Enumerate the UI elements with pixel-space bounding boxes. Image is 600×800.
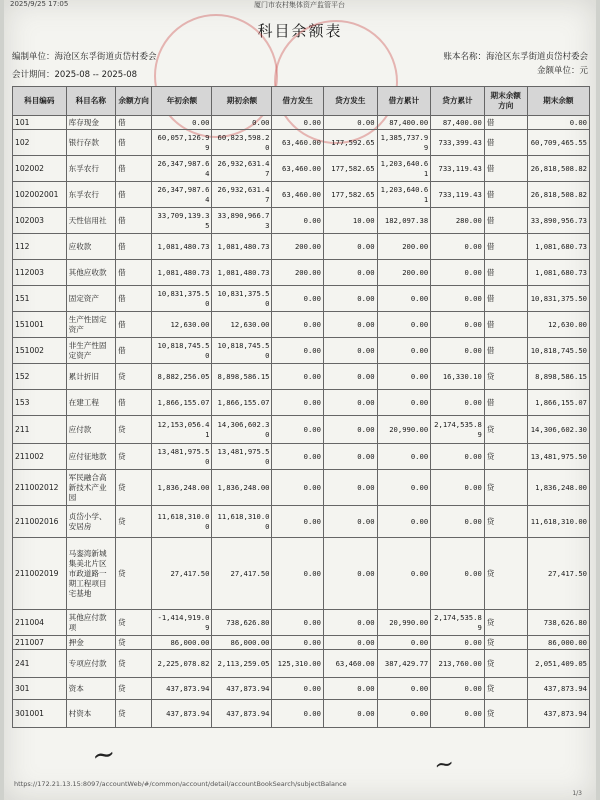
debit-cell: 0.00 bbox=[272, 338, 323, 364]
opening-period-cell: 1,081,480.73 bbox=[212, 234, 272, 260]
debit-cell: 0.00 bbox=[272, 636, 323, 650]
opening-period-cell: 11,618,310.00 bbox=[212, 506, 272, 538]
code-cell: 102002001 bbox=[13, 182, 67, 208]
debit-total-cell: 387,429.77 bbox=[377, 650, 431, 678]
debit-cell: 0.00 bbox=[272, 312, 323, 338]
credit-cell: 0.00 bbox=[323, 286, 377, 312]
closing-direction-cell: 借 bbox=[484, 286, 527, 312]
code-cell: 101 bbox=[13, 116, 67, 130]
debit-total-cell: 0.00 bbox=[377, 506, 431, 538]
debit-total-cell: 0.00 bbox=[377, 700, 431, 728]
closing-direction-cell: 借 bbox=[484, 338, 527, 364]
closing-balance-cell: 86,000.00 bbox=[527, 636, 589, 650]
credit-cell: 63,460.00 bbox=[323, 650, 377, 678]
direction-cell: 借 bbox=[115, 260, 151, 286]
table-row bbox=[13, 364, 590, 390]
table-row bbox=[13, 260, 590, 286]
period-line bbox=[12, 68, 137, 80]
name-cell: 军民融合高新技术产业园 bbox=[66, 470, 115, 506]
table-row bbox=[13, 234, 590, 260]
name-cell: 其他应付款项 bbox=[66, 610, 115, 636]
opening-year-cell: 0.00 bbox=[152, 116, 212, 130]
credit-cell: 0.00 bbox=[323, 678, 377, 700]
opening-period-cell: 33,890,966.73 bbox=[212, 208, 272, 234]
closing-direction-cell: 贷 bbox=[484, 678, 527, 700]
debit-total-cell: 0.00 bbox=[377, 678, 431, 700]
closing-balance-cell: 738,626.80 bbox=[527, 610, 589, 636]
closing-balance-cell: 8,898,586.15 bbox=[527, 364, 589, 390]
compiler-value: 海沧区东孚街道贞岱村委会 bbox=[54, 52, 157, 62]
signature-left: ~ bbox=[89, 736, 118, 773]
balance-table bbox=[12, 86, 590, 728]
closing-direction-cell: 贷 bbox=[484, 416, 527, 444]
closing-balance-cell: 437,873.94 bbox=[527, 700, 589, 728]
code-cell: 112003 bbox=[13, 260, 67, 286]
closing-direction-cell: 借 bbox=[484, 130, 527, 156]
table-row bbox=[13, 678, 590, 700]
opening-period-cell: 0.00 bbox=[212, 116, 272, 130]
credit-total-cell: 0.00 bbox=[431, 286, 485, 312]
column-header: 贷方发生 bbox=[323, 87, 377, 116]
code-cell: 151002 bbox=[13, 338, 67, 364]
debit-cell: 0.00 bbox=[272, 416, 323, 444]
credit-cell: 0.00 bbox=[323, 116, 377, 130]
name-cell: 库存现金 bbox=[66, 116, 115, 130]
debit-total-cell: 20,990.00 bbox=[377, 610, 431, 636]
opening-year-cell: 10,831,375.50 bbox=[152, 286, 212, 312]
debit-total-cell: 0.00 bbox=[377, 364, 431, 390]
debit-cell: 0.00 bbox=[272, 286, 323, 312]
closing-direction-cell: 贷 bbox=[484, 470, 527, 506]
credit-cell: 0.00 bbox=[323, 538, 377, 610]
column-header: 期末余额方向 bbox=[484, 87, 527, 116]
credit-total-cell: 733,119.43 bbox=[431, 156, 485, 182]
signature-right: ~ bbox=[432, 748, 456, 780]
unit-value: 元 bbox=[579, 66, 588, 76]
credit-total-cell: 213,760.00 bbox=[431, 650, 485, 678]
opening-period-cell: 26,932,631.47 bbox=[212, 182, 272, 208]
table-row bbox=[13, 338, 590, 364]
closing-balance-cell: 12,630.00 bbox=[527, 312, 589, 338]
column-header: 贷方累计 bbox=[431, 87, 485, 116]
credit-cell: 0.00 bbox=[323, 338, 377, 364]
platform-name: 厦门市农村集体资产监管平台 bbox=[254, 1, 345, 9]
account-line bbox=[443, 50, 588, 62]
debit-total-cell: 0.00 bbox=[377, 338, 431, 364]
code-cell: 151 bbox=[13, 286, 67, 312]
opening-year-cell: 13,481,975.50 bbox=[152, 444, 212, 470]
credit-cell: 0.00 bbox=[323, 506, 377, 538]
opening-year-cell: 60,057,126.99 bbox=[152, 130, 212, 156]
direction-cell: 借 bbox=[115, 312, 151, 338]
closing-balance-cell: 14,306,602.30 bbox=[527, 416, 589, 444]
code-cell: 152 bbox=[13, 364, 67, 390]
closing-direction-cell: 贷 bbox=[484, 444, 527, 470]
debit-total-cell: 0.00 bbox=[377, 538, 431, 610]
direction-cell: 借 bbox=[115, 338, 151, 364]
opening-period-cell: 60,823,598.20 bbox=[212, 130, 272, 156]
column-header: 科目名称 bbox=[66, 87, 115, 116]
credit-cell: 0.00 bbox=[323, 470, 377, 506]
credit-cell: 0.00 bbox=[323, 234, 377, 260]
name-cell: 押金 bbox=[66, 636, 115, 650]
table-row bbox=[13, 208, 590, 234]
name-cell: 生产性固定资产 bbox=[66, 312, 115, 338]
opening-period-cell: 1,866,155.07 bbox=[212, 390, 272, 416]
credit-cell: 177,582.65 bbox=[323, 182, 377, 208]
debit-total-cell: 0.00 bbox=[377, 470, 431, 506]
table-row bbox=[13, 416, 590, 444]
opening-year-cell: 437,873.94 bbox=[152, 678, 212, 700]
code-cell: 211002 bbox=[13, 444, 67, 470]
name-cell: 天性信用社 bbox=[66, 208, 115, 234]
opening-period-cell: 10,831,375.50 bbox=[212, 286, 272, 312]
debit-total-cell: 200.00 bbox=[377, 260, 431, 286]
name-cell: 银行存款 bbox=[66, 130, 115, 156]
opening-period-cell: 8,898,586.15 bbox=[212, 364, 272, 390]
opening-year-cell: 8,882,256.05 bbox=[152, 364, 212, 390]
closing-direction-cell: 借 bbox=[484, 312, 527, 338]
column-header: 年初余额 bbox=[152, 87, 212, 116]
opening-period-cell: 738,626.80 bbox=[212, 610, 272, 636]
debit-cell: 63,460.00 bbox=[272, 182, 323, 208]
opening-year-cell: 1,081,480.73 bbox=[152, 260, 212, 286]
debit-total-cell: 87,400.00 bbox=[377, 116, 431, 130]
code-cell: 211002019 bbox=[13, 538, 67, 610]
table-row bbox=[13, 130, 590, 156]
debit-cell: 0.00 bbox=[272, 116, 323, 130]
opening-year-cell: 12,630.00 bbox=[152, 312, 212, 338]
opening-year-cell: 26,347,987.64 bbox=[152, 156, 212, 182]
debit-total-cell: 0.00 bbox=[377, 286, 431, 312]
name-cell: 应付征地款 bbox=[66, 444, 115, 470]
code-cell: 301 bbox=[13, 678, 67, 700]
table-row bbox=[13, 156, 590, 182]
opening-year-cell: 11,618,310.00 bbox=[152, 506, 212, 538]
credit-total-cell: 0.00 bbox=[431, 312, 485, 338]
name-cell: 专项应付款 bbox=[66, 650, 115, 678]
code-cell: 112 bbox=[13, 234, 67, 260]
credit-cell: 177,582.65 bbox=[323, 156, 377, 182]
credit-total-cell: 2,174,535.89 bbox=[431, 416, 485, 444]
name-cell: 贞岱小学、安居房 bbox=[66, 506, 115, 538]
name-cell: 其他应收款 bbox=[66, 260, 115, 286]
credit-total-cell: 16,330.10 bbox=[431, 364, 485, 390]
credit-total-cell: 87,400.00 bbox=[431, 116, 485, 130]
debit-cell: 63,460.00 bbox=[272, 156, 323, 182]
table-row bbox=[13, 390, 590, 416]
page-title: 科目余额表 bbox=[257, 22, 343, 40]
direction-cell: 贷 bbox=[115, 444, 151, 470]
account-value: 海沧区东孚街道贞岱村委会 bbox=[485, 52, 588, 62]
document-sheet bbox=[4, 0, 596, 800]
credit-cell: 0.00 bbox=[323, 416, 377, 444]
direction-cell: 借 bbox=[115, 130, 151, 156]
opening-period-cell: 14,306,602.30 bbox=[212, 416, 272, 444]
direction-cell: 贷 bbox=[115, 650, 151, 678]
opening-period-cell: 27,417.50 bbox=[212, 538, 272, 610]
closing-direction-cell: 借 bbox=[484, 116, 527, 130]
table-header-row bbox=[13, 87, 590, 116]
debit-cell: 200.00 bbox=[272, 260, 323, 286]
closing-balance-cell: 437,873.94 bbox=[527, 678, 589, 700]
code-cell: 211007 bbox=[13, 636, 67, 650]
column-header: 借方累计 bbox=[377, 87, 431, 116]
table-row bbox=[13, 116, 590, 130]
direction-cell: 贷 bbox=[115, 636, 151, 650]
closing-direction-cell: 借 bbox=[484, 208, 527, 234]
credit-cell: 0.00 bbox=[323, 260, 377, 286]
debit-total-cell: 20,990.00 bbox=[377, 416, 431, 444]
account-label: 账本名称： bbox=[443, 52, 486, 62]
direction-cell: 贷 bbox=[115, 364, 151, 390]
credit-total-cell: 0.00 bbox=[431, 636, 485, 650]
opening-period-cell: 437,873.94 bbox=[212, 678, 272, 700]
credit-total-cell: 0.00 bbox=[431, 234, 485, 260]
page-number: 1/3 bbox=[572, 790, 582, 797]
credit-cell: 177,592.65 bbox=[323, 130, 377, 156]
debit-total-cell: 200.00 bbox=[377, 234, 431, 260]
credit-total-cell: 0.00 bbox=[431, 700, 485, 728]
debit-cell: 0.00 bbox=[272, 506, 323, 538]
closing-direction-cell: 贷 bbox=[484, 700, 527, 728]
opening-year-cell: 26,347,987.64 bbox=[152, 182, 212, 208]
closing-balance-cell: 1,081,680.73 bbox=[527, 260, 589, 286]
credit-cell: 0.00 bbox=[323, 610, 377, 636]
debit-cell: 0.00 bbox=[272, 538, 323, 610]
direction-cell: 借 bbox=[115, 116, 151, 130]
name-cell: 村资本 bbox=[66, 700, 115, 728]
debit-cell: 0.00 bbox=[272, 444, 323, 470]
name-cell: 东孚农行 bbox=[66, 182, 115, 208]
code-cell: 211002016 bbox=[13, 506, 67, 538]
credit-total-cell: 280.00 bbox=[431, 208, 485, 234]
code-cell: 151001 bbox=[13, 312, 67, 338]
credit-total-cell: 0.00 bbox=[431, 260, 485, 286]
closing-balance-cell: 33,890,956.73 bbox=[527, 208, 589, 234]
debit-cell: 0.00 bbox=[272, 208, 323, 234]
code-cell: 102 bbox=[13, 130, 67, 156]
opening-year-cell: 437,873.94 bbox=[152, 700, 212, 728]
debit-cell: 125,310.00 bbox=[272, 650, 323, 678]
direction-cell: 借 bbox=[115, 208, 151, 234]
opening-year-cell: 1,866,155.07 bbox=[152, 390, 212, 416]
column-header: 期末余额 bbox=[527, 87, 589, 116]
closing-direction-cell: 贷 bbox=[484, 364, 527, 390]
direction-cell: 贷 bbox=[115, 610, 151, 636]
debit-cell: 0.00 bbox=[272, 390, 323, 416]
credit-cell: 0.00 bbox=[323, 444, 377, 470]
direction-cell: 贷 bbox=[115, 700, 151, 728]
closing-balance-cell: 11,618,310.00 bbox=[527, 506, 589, 538]
debit-total-cell: 0.00 bbox=[377, 444, 431, 470]
opening-year-cell: 10,818,745.50 bbox=[152, 338, 212, 364]
debit-cell: 0.00 bbox=[272, 678, 323, 700]
closing-direction-cell: 贷 bbox=[484, 506, 527, 538]
closing-direction-cell: 借 bbox=[484, 234, 527, 260]
debit-cell: 0.00 bbox=[272, 364, 323, 390]
code-cell: 301001 bbox=[13, 700, 67, 728]
table-row bbox=[13, 444, 590, 470]
opening-year-cell: 33,709,139.35 bbox=[152, 208, 212, 234]
direction-cell: 借 bbox=[115, 182, 151, 208]
code-cell: 241 bbox=[13, 650, 67, 678]
debit-cell: 0.00 bbox=[272, 470, 323, 506]
credit-total-cell: 0.00 bbox=[431, 678, 485, 700]
table-row bbox=[13, 610, 590, 636]
period-label: 会计期间： bbox=[12, 70, 55, 80]
credit-total-cell: 2,174,535.89 bbox=[431, 610, 485, 636]
direction-cell: 借 bbox=[115, 234, 151, 260]
credit-cell: 0.00 bbox=[323, 700, 377, 728]
credit-total-cell: 0.00 bbox=[431, 538, 485, 610]
credit-total-cell: 0.00 bbox=[431, 390, 485, 416]
direction-cell: 贷 bbox=[115, 506, 151, 538]
table-row bbox=[13, 650, 590, 678]
name-cell: 非生产性固定资产 bbox=[66, 338, 115, 364]
closing-direction-cell: 借 bbox=[484, 156, 527, 182]
credit-cell: 0.00 bbox=[323, 390, 377, 416]
name-cell: 马銮湾新城集美北片区市政道路一期工程项目宅基地 bbox=[66, 538, 115, 610]
closing-balance-cell: 13,481,975.50 bbox=[527, 444, 589, 470]
table-row bbox=[13, 312, 590, 338]
closing-balance-cell: 60,709,465.55 bbox=[527, 130, 589, 156]
column-header: 借方发生 bbox=[272, 87, 323, 116]
closing-direction-cell: 贷 bbox=[484, 538, 527, 610]
debit-cell: 63,460.00 bbox=[272, 130, 323, 156]
table-row bbox=[13, 470, 590, 506]
table-row bbox=[13, 506, 590, 538]
code-cell: 211 bbox=[13, 416, 67, 444]
closing-direction-cell: 贷 bbox=[484, 650, 527, 678]
timestamp: 2025/9/25 17:05 bbox=[10, 0, 69, 8]
closing-balance-cell: 1,866,155.07 bbox=[527, 390, 589, 416]
closing-direction-cell: 借 bbox=[484, 182, 527, 208]
debit-cell: 200.00 bbox=[272, 234, 323, 260]
unit-line bbox=[537, 64, 588, 76]
closing-direction-cell: 贷 bbox=[484, 610, 527, 636]
name-cell: 资本 bbox=[66, 678, 115, 700]
column-header: 期初余额 bbox=[212, 87, 272, 116]
credit-total-cell: 0.00 bbox=[431, 444, 485, 470]
page-url: https://172.21.13.15:8097/accountWeb/#/common/account/detail/accountBookSearch/subjectBalance bbox=[14, 780, 347, 788]
closing-balance-cell: 0.00 bbox=[527, 116, 589, 130]
opening-period-cell: 437,873.94 bbox=[212, 700, 272, 728]
direction-cell: 借 bbox=[115, 286, 151, 312]
opening-year-cell: -1,414,919.09 bbox=[152, 610, 212, 636]
code-cell: 211004 bbox=[13, 610, 67, 636]
table-row bbox=[13, 700, 590, 728]
opening-period-cell: 2,113,259.05 bbox=[212, 650, 272, 678]
credit-cell: 0.00 bbox=[323, 636, 377, 650]
debit-total-cell: 0.00 bbox=[377, 390, 431, 416]
direction-cell: 借 bbox=[115, 390, 151, 416]
compiler-label: 编制单位： bbox=[12, 52, 55, 62]
table-row bbox=[13, 182, 590, 208]
name-cell: 应收款 bbox=[66, 234, 115, 260]
column-header: 余额方向 bbox=[115, 87, 151, 116]
compiler-line bbox=[12, 50, 157, 62]
closing-balance-cell: 27,417.50 bbox=[527, 538, 589, 610]
closing-direction-cell: 借 bbox=[484, 390, 527, 416]
opening-year-cell: 27,417.50 bbox=[152, 538, 212, 610]
closing-balance-cell: 10,818,745.50 bbox=[527, 338, 589, 364]
direction-cell: 贷 bbox=[115, 470, 151, 506]
debit-cell: 0.00 bbox=[272, 610, 323, 636]
period-value: 2025-08 -- 2025-08 bbox=[54, 70, 138, 80]
opening-period-cell: 1,081,480.73 bbox=[212, 260, 272, 286]
debit-total-cell: 0.00 bbox=[377, 636, 431, 650]
closing-balance-cell: 26,818,508.82 bbox=[527, 156, 589, 182]
debit-total-cell: 182,097.38 bbox=[377, 208, 431, 234]
code-cell: 153 bbox=[13, 390, 67, 416]
code-cell: 102002 bbox=[13, 156, 67, 182]
closing-balance-cell: 10,831,375.50 bbox=[527, 286, 589, 312]
credit-total-cell: 733,119.43 bbox=[431, 182, 485, 208]
closing-direction-cell: 借 bbox=[484, 260, 527, 286]
opening-year-cell: 86,000.00 bbox=[152, 636, 212, 650]
opening-period-cell: 12,630.00 bbox=[212, 312, 272, 338]
debit-cell: 0.00 bbox=[272, 700, 323, 728]
direction-cell: 借 bbox=[115, 156, 151, 182]
debit-total-cell: 0.00 bbox=[377, 312, 431, 338]
direction-cell: 贷 bbox=[115, 678, 151, 700]
credit-cell: 10.00 bbox=[323, 208, 377, 234]
table-row bbox=[13, 286, 590, 312]
direction-cell: 贷 bbox=[115, 416, 151, 444]
opening-period-cell: 13,481,975.50 bbox=[212, 444, 272, 470]
table-row bbox=[13, 538, 590, 610]
name-cell: 固定资产 bbox=[66, 286, 115, 312]
closing-balance-cell: 26,818,508.82 bbox=[527, 182, 589, 208]
credit-total-cell: 733,399.43 bbox=[431, 130, 485, 156]
opening-period-cell: 86,000.00 bbox=[212, 636, 272, 650]
opening-period-cell: 1,836,248.00 bbox=[212, 470, 272, 506]
opening-year-cell: 2,225,078.82 bbox=[152, 650, 212, 678]
column-header: 科目编码 bbox=[13, 87, 67, 116]
credit-cell: 0.00 bbox=[323, 364, 377, 390]
opening-period-cell: 26,932,631.47 bbox=[212, 156, 272, 182]
closing-balance-cell: 1,081,680.73 bbox=[527, 234, 589, 260]
opening-year-cell: 12,153,056.41 bbox=[152, 416, 212, 444]
direction-cell: 贷 bbox=[115, 538, 151, 610]
table-row bbox=[13, 636, 590, 650]
name-cell: 应付款 bbox=[66, 416, 115, 444]
code-cell: 211002012 bbox=[13, 470, 67, 506]
opening-year-cell: 1,081,480.73 bbox=[152, 234, 212, 260]
credit-total-cell: 0.00 bbox=[431, 506, 485, 538]
closing-balance-cell: 1,836,248.00 bbox=[527, 470, 589, 506]
code-cell: 102003 bbox=[13, 208, 67, 234]
unit-label: 金额单位： bbox=[536, 66, 580, 76]
closing-direction-cell: 贷 bbox=[484, 636, 527, 650]
name-cell: 在建工程 bbox=[66, 390, 115, 416]
opening-period-cell: 10,818,745.50 bbox=[212, 338, 272, 364]
closing-balance-cell: 2,051,409.05 bbox=[527, 650, 589, 678]
name-cell: 东孚农行 bbox=[66, 156, 115, 182]
credit-cell: 0.00 bbox=[323, 312, 377, 338]
opening-year-cell: 1,836,248.00 bbox=[152, 470, 212, 506]
debit-total-cell: 1,385,737.99 bbox=[377, 130, 431, 156]
credit-total-cell: 0.00 bbox=[431, 338, 485, 364]
debit-total-cell: 1,203,640.61 bbox=[377, 182, 431, 208]
credit-total-cell: 0.00 bbox=[431, 470, 485, 506]
debit-total-cell: 1,203,640.61 bbox=[377, 156, 431, 182]
name-cell: 累计折旧 bbox=[66, 364, 115, 390]
